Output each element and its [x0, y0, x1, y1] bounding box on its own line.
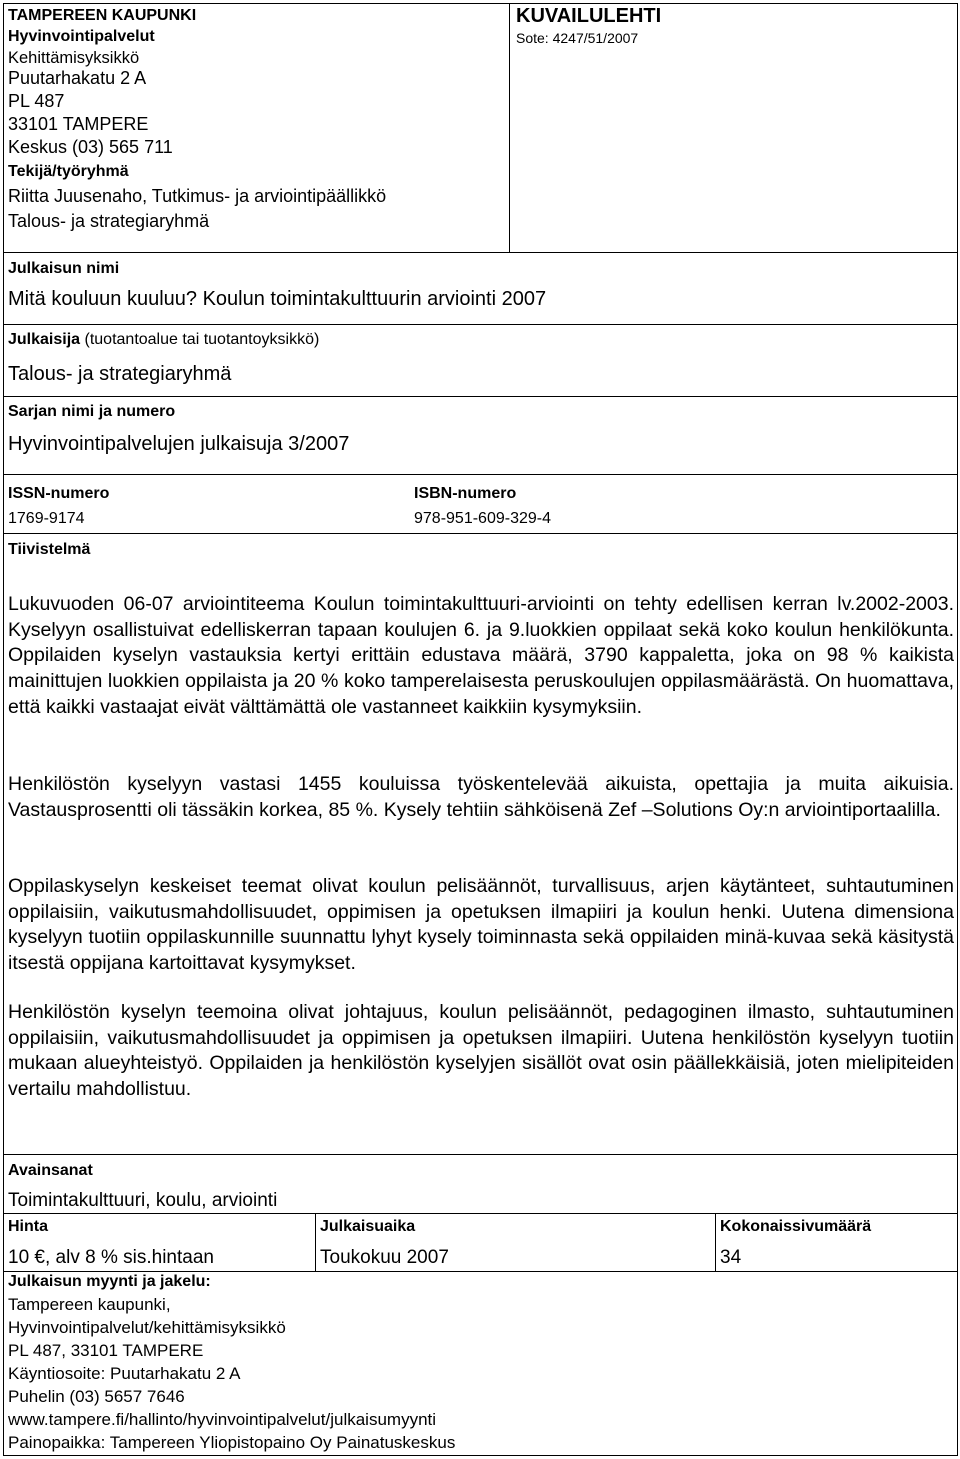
divider	[3, 396, 958, 397]
sales-line: Hyvinvointipalvelut/kehittämisyksikkö	[8, 1318, 286, 1337]
keywords: Toimintakulttuuri, koulu, arviointi	[8, 1190, 278, 1211]
unit-name: Kehittämisyksikkö	[8, 49, 140, 67]
publisher: Talous- ja strategiaryhmä	[8, 363, 232, 385]
sales-line: Tampereen kaupunki,	[8, 1295, 171, 1314]
divider	[3, 1154, 958, 1155]
division-name: Hyvinvointipalvelut	[8, 28, 155, 45]
column-divider	[315, 1213, 316, 1272]
isbn-label: ISBN-numero	[414, 485, 517, 502]
sales-label: Julkaisun myynti ja jakelu:	[8, 1273, 211, 1290]
doc-reference: Sote: 4247/51/2007	[516, 30, 639, 46]
issn-label: ISSN-numero	[8, 485, 110, 502]
page-count-label: Kokonaissivumäärä	[720, 1218, 872, 1235]
author-name: Riitta Juusenaho, Tutkimus- ja arviointipäällikkö	[8, 186, 387, 206]
price: 10 €, alv 8 % sis.hintaan	[8, 1247, 214, 1268]
abstract-paragraph-2: Henkilöstön kyselyyn vastasi 1455 kouluissa työskentelevää aikuista, opettajia ja muita aikuisia. Vastausprosentti oli tässäkin korkea, 85 %. Kysely tehtiin sähköisenä Zef –Solutions Oy:n arviointiportaalilla.	[8, 773, 954, 821]
publication-name-label: Julkaisun nimi	[8, 260, 120, 277]
sales-line: Käyntiosoite: Puutarhakatu 2 A	[8, 1364, 241, 1383]
divider	[3, 474, 958, 475]
divider	[3, 252, 958, 253]
publication-name: Mitä kouluun kuuluu? Koulun toimintakulttuurin arviointi 2007	[8, 288, 547, 310]
sales-website: www.tampere.fi/hallinto/hyvinvointipalvelut/julkaisumyynti	[8, 1410, 437, 1429]
keywords-label: Avainsanat	[8, 1162, 93, 1179]
author-group: Talous- ja strategiaryhmä	[8, 211, 210, 231]
doc-type: KUVAILULEHTI	[516, 5, 662, 27]
org-name: TAMPEREEN KAUPUNKI	[8, 7, 197, 24]
sales-line: Puhelin (03) 5657 7646	[8, 1387, 185, 1406]
abstract-paragraph-1: Lukuvuoden 06-07 arviointiteema Koulun toimintakulttuuri-arviointi on tehty edellisen kerran lv.2002-2003. Kyselyyn osallistuivat edelliskerran tapaan koulujen 6. ja 9.luokkien oppilaat sekä koko koulun henkilökunta. Oppilaiden kyselyn vastauksia kertyi erittäin edustava määrä, 3790 kappaletta, joka on 98 % kaikista mainittujen luokkien oppilaista ja 20 % koko tamperelaisesta peruskoulujen oppilasmäärästä. On huomattava, että kaikki vastaajat eivät välttämättä ole vastanneet kaikkiin kysymyksiin.	[8, 593, 954, 718]
header-divider	[509, 3, 510, 253]
price-label: Hinta	[8, 1218, 48, 1235]
divider	[3, 533, 958, 534]
divider	[3, 324, 958, 325]
sales-line: PL 487, 33101 TAMPERE	[8, 1341, 204, 1360]
po-box: PL 487	[8, 91, 65, 111]
postcode-city: 33101 TAMPERE	[8, 114, 149, 134]
isbn: 978-951-609-329-4	[414, 510, 551, 527]
street-address: Puutarhakatu 2 A	[8, 68, 147, 88]
publisher-label: Julkaisija	[8, 331, 81, 348]
publisher-label-note: (tuotantoalue tai tuotantoyksikkö)	[84, 331, 320, 348]
series: Hyvinvointipalvelujen julkaisuja 3/2007	[8, 433, 350, 455]
column-divider	[715, 1213, 716, 1272]
abstract-paragraph-3: Oppilaskyselyn keskeiset teemat olivat koulun pelisäännöt, turvallisuus, arjen käytänteet, suhtautuminen oppilaisiin, vaikutusmahdollisuudet, oppimisen ja opetuksen ilmapiiri ja koulun henki. Uutena dimensiona kyselyyn tuotiin oppilaskunnille suunnattu lyhyt kysely toiminnasta sekä oppilaiden minä-kuvaa sekä käsitystä itsestä oppijana kartoittavat kysymykset.	[8, 875, 954, 975]
abstract-label: Tiivistelmä	[8, 541, 91, 558]
publication-date: Toukokuu 2007	[320, 1247, 449, 1268]
divider	[3, 1213, 958, 1214]
abstract-paragraph-4: Henkilöstön kyselyn teemoina olivat johtajuus, koulun pelisäännöt, pedagoginen ilmasto, suhtautuminen oppilaisiin, vaikutusmahdollisuudet ja oppimisen ja opetuksen ilmapiiri. Uutena henkilöstön kyselyyn tuotiin mukaan alueyhteistyö. Oppilaiden ja henkilöstön kyselyjen sisällöt ovat osin päällekkäisiä, joten mielipiteiden vertailu mahdollistuu.	[8, 1001, 954, 1101]
series-label: Sarjan nimi ja numero	[8, 403, 176, 420]
issn: 1769-9174	[8, 510, 85, 527]
author-label: Tekijä/työryhmä	[8, 163, 129, 180]
publication-date-label: Julkaisuaika	[320, 1218, 416, 1235]
page-count: 34	[720, 1247, 742, 1268]
sales-line: Painopaikka: Tampereen Yliopistopaino Oy Painatuskeskus	[8, 1433, 456, 1452]
switchboard-phone: Keskus (03) 565 711	[8, 137, 173, 157]
publisher-label-row	[8, 330, 319, 349]
